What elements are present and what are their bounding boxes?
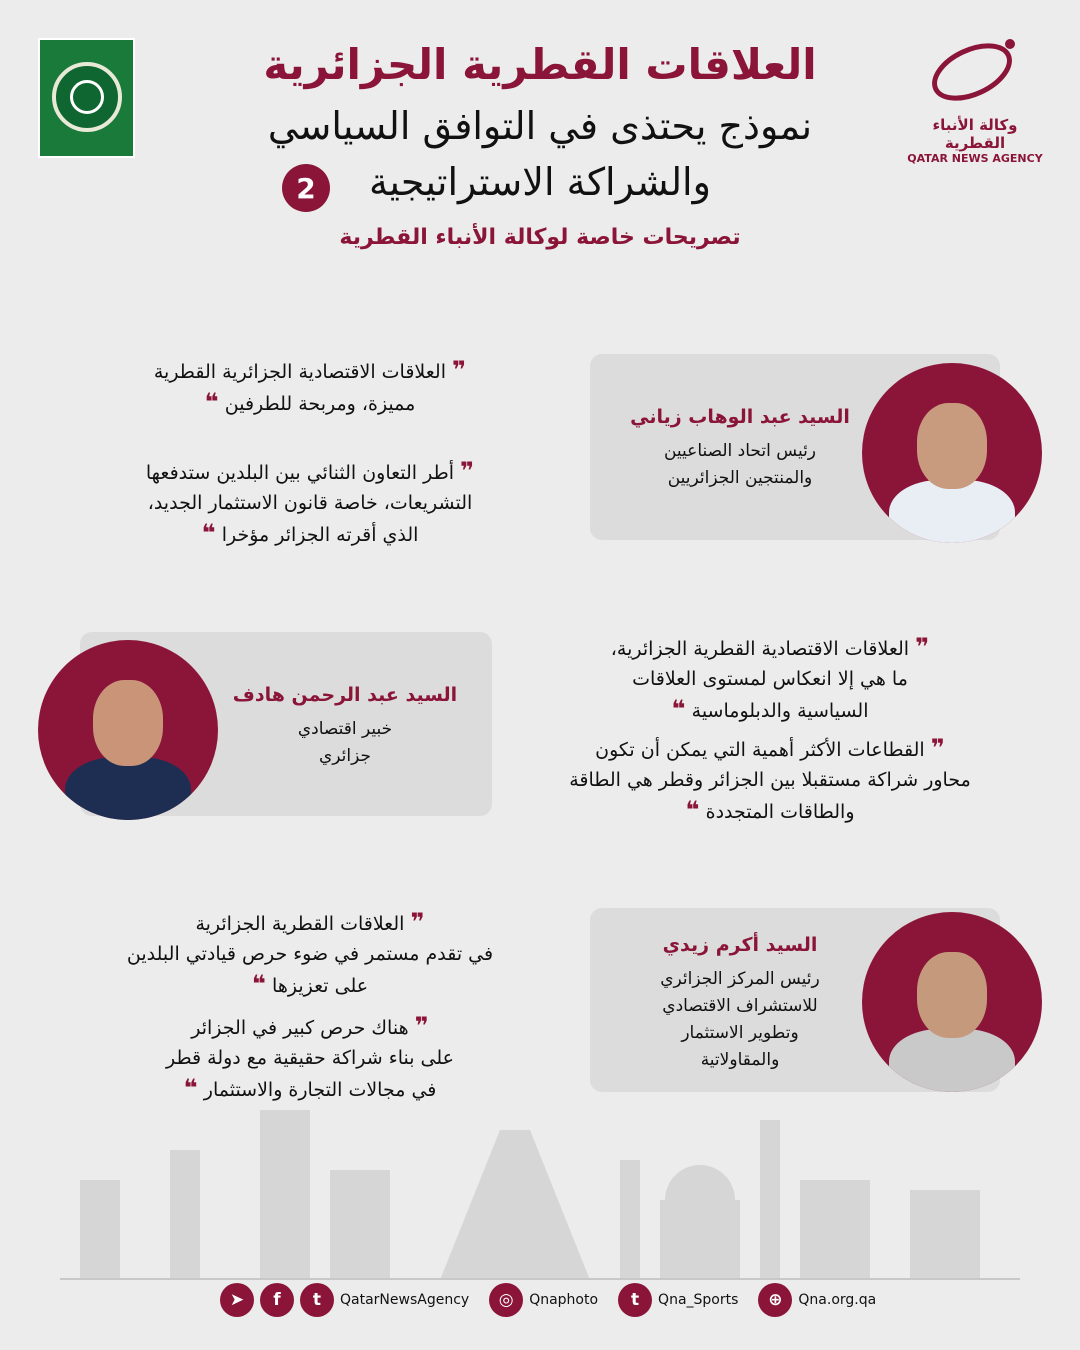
quote-line: التشريعات، خاصة قانون الاستثمار الجديد، (147, 492, 473, 514)
twitter-icon[interactable]: t (618, 1283, 652, 1317)
source-note: تصريحات خاصة لوكالة الأنباء القطرية (339, 225, 741, 250)
arab-league-emblem (38, 38, 135, 158)
quote-1b (80, 456, 540, 550)
quote-line: العلاقات القطرية الجزائرية (195, 913, 405, 935)
page-subtitle-line1: نموذج يحتذى في التوافق السياسي (267, 104, 813, 148)
part-number-badge: 2 (282, 164, 330, 212)
twitter-icon[interactable]: t (300, 1283, 334, 1317)
role-line: خبير اقتصادي (297, 719, 393, 739)
quote-2a (520, 632, 1020, 726)
quote-2b (520, 733, 1020, 827)
speaker-role-1 (620, 438, 860, 492)
quote-1a (80, 355, 540, 419)
quote-line: القطاعات الأكثر أهمية التي يمكن أن تكون (595, 739, 925, 761)
speaker-photo-3 (862, 912, 1042, 1092)
quote-open-icon: ❞ (452, 356, 467, 384)
quote-open-icon: ❞ (460, 457, 475, 485)
city-skyline-illustration (60, 1110, 1020, 1280)
role-line: والمقاولاتية (700, 1050, 780, 1070)
quote-3b (70, 1011, 550, 1105)
speaker-role-3 (620, 966, 860, 1074)
qna-logo (900, 32, 1050, 165)
speaker-photo-2 (38, 640, 218, 820)
speaker-name-3: السيد أكرم زيدي (662, 934, 818, 956)
quote-line: محاور شراكة مستقبلا بين الجزائر وقطر هي الطاقة (569, 769, 971, 791)
page-title: العلاقات القطرية الجزائرية (263, 40, 817, 89)
quote-open-icon: ❞ (414, 1012, 429, 1040)
facebook-icon[interactable]: f (260, 1283, 294, 1317)
social-footer (220, 1280, 876, 1320)
role-line: وتطوير الاستثمار (681, 1023, 799, 1043)
quote-line: على تعزيزها (272, 975, 369, 997)
website-link[interactable]: Qna.org.qa (798, 1292, 877, 1308)
quote-close-icon: ❝ (201, 519, 216, 547)
quote-line: في مجالات التجارة والاستثمار (203, 1079, 437, 1101)
role-line: للاستشراف الاقتصادي (662, 996, 818, 1016)
quote-line: ما هي إلا انعكاس لمستوى العلاقات (632, 668, 908, 690)
quote-open-icon: ❞ (915, 633, 930, 661)
role-line: والمنتجين الجزائريين (667, 468, 813, 488)
quote-close-icon: ❝ (204, 388, 219, 416)
speaker-name-2: السيد عبد الرحمن هادف (232, 684, 458, 706)
social-handle-sports[interactable]: Qna_Sports (658, 1292, 739, 1308)
quote-open-icon: ❞ (410, 908, 425, 936)
qna-logo-english: QATAR NEWS AGENCY (907, 152, 1043, 165)
quote-line: السياسية والدبلوماسية (691, 700, 869, 722)
role-line: رئيس اتحاد الصناعيين (663, 441, 817, 461)
quote-close-icon: ❝ (685, 796, 700, 824)
speaker-photo-1 (862, 363, 1042, 543)
quote-line: والطاقات المتجددة (705, 801, 855, 823)
quote-line: أطر التعاون الثنائي بين البلدين ستدفعها (145, 462, 454, 484)
qna-logo-mark-icon (900, 32, 1050, 112)
page-subtitle-line2: والشراكة الاستراتيجية (369, 160, 711, 204)
quote-close-icon: ❝ (183, 1074, 198, 1102)
quote-close-icon: ❝ (251, 970, 266, 998)
quote-line: هناك حرص كبير في الجزائر (191, 1017, 409, 1039)
quote-open-icon: ❞ (930, 734, 945, 762)
qna-logo-arabic: وكالة الأنباء القطرية (932, 116, 1018, 152)
quote-line: الذي أقرته الجزائر مؤخرا (221, 524, 419, 546)
speaker-name-1: السيد عبد الوهاب زياني (630, 406, 850, 428)
quote-line: مميزة، ومربحة للطرفين (224, 393, 416, 415)
quote-line: في تقدم مستمر في ضوء حرص قيادتي البلدين (126, 943, 494, 965)
quote-3a (70, 907, 550, 1001)
instagram-icon[interactable]: ◎ (489, 1283, 523, 1317)
quote-line: على بناء شراكة حقيقية مع دولة قطر (165, 1047, 455, 1069)
social-handle-instagram[interactable]: Qnaphoto (529, 1292, 599, 1308)
quote-close-icon: ❝ (671, 695, 686, 723)
role-line: جزائري (318, 746, 372, 766)
quote-line: العلاقات الاقتصادية الجزائرية القطرية (153, 361, 446, 383)
speaker-role-2 (220, 716, 470, 770)
telegram-icon[interactable]: ➤ (220, 1283, 254, 1317)
social-handle-main[interactable]: QatarNewsAgency (340, 1292, 470, 1308)
globe-icon[interactable]: ⊕ (758, 1283, 792, 1317)
quote-line: العلاقات الاقتصادية القطرية الجزائرية، (610, 638, 910, 660)
role-line: رئيس المركز الجزائري (660, 969, 820, 989)
